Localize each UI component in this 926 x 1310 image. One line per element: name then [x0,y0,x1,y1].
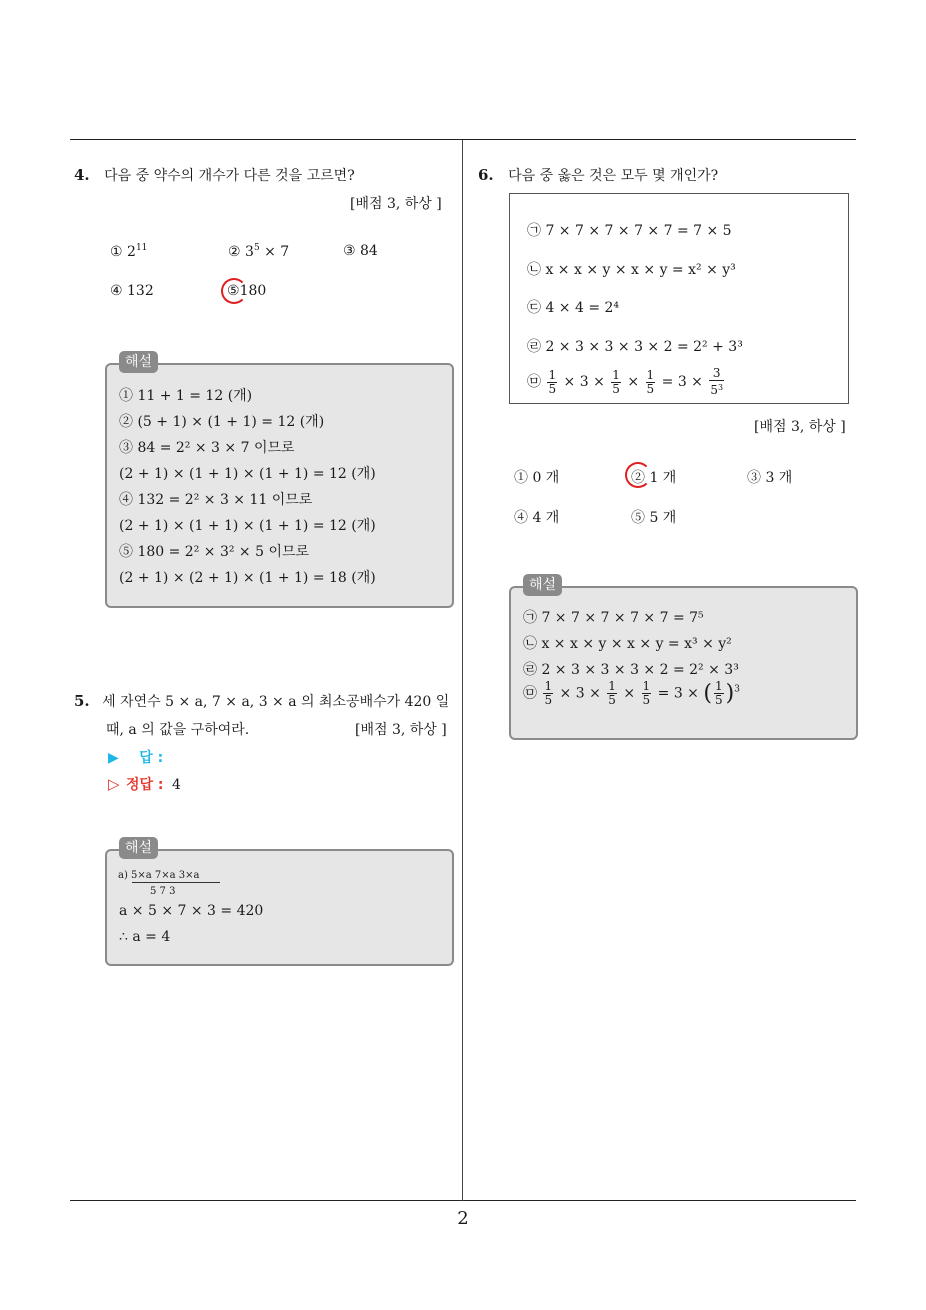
solution-line: a × 5 × 7 × 3 = 420 [119,903,264,919]
correct-value: 4 [171,777,181,793]
division-line [132,882,220,883]
question-number: 5. [74,692,90,710]
division-work: a) 5×a 7×a 3×a [118,870,200,881]
answer-row [108,747,163,767]
solution-line: ㉡ x × x × y × x × y = x³ × y² [523,636,732,652]
solution-line: ② (5 + 1) × (1 + 1) = 12 (개) [119,414,325,430]
solution-line: ③ 84 = 2² × 3 × 7 이므로 [119,440,295,456]
question-number: 6. [478,166,494,184]
points-label: [배점 3, 하상 ] [355,722,447,738]
choice-2[interactable]: ② 1 개 [631,470,677,486]
answer-label: 답 : [139,750,164,766]
bottom-rule [70,1200,856,1201]
top-rule [70,139,856,140]
solution-line: (2 + 1) × (1 + 1) × (1 + 1) = 12 (개) [119,466,376,482]
choice-2[interactable]: ② $3^5 \times 7$ [228,243,290,260]
statement: ㉠ 7 × 7 × 7 × 7 × 7 = 7 × 5 [527,223,732,239]
points-label: [배점 3, 하상 ] [754,419,846,435]
choice-3[interactable]: ③ 3 개 [747,470,793,486]
solution-tag: 해설 [523,574,562,596]
question-number: 4. [74,166,90,184]
solution-line: ㉠ 7 × 7 × 7 × 7 × 7 = 7⁵ [523,610,704,626]
correct-answer-row [108,774,181,794]
statement: ㉣ 2 × 3 × 3 × 3 × 2 = 2² + 3³ [527,339,743,355]
solution-tag: 해설 [119,351,158,373]
statement: ㉢ 4 × 4 = 2⁴ [527,300,620,316]
solution-line: ∴ a = 4 [119,929,171,945]
solution-line: ① 11 + 1 = 12 (개) [119,388,253,404]
solution-tag: 해설 [119,837,158,859]
choice-4[interactable]: ④ 132 [110,283,154,299]
question-5-header [74,691,449,711]
choice-4[interactable]: ④ 4 개 [514,510,560,526]
question-4-header [74,165,355,185]
solution-line: ㉣ 2 × 3 × 3 × 3 × 2 = 2² × 3³ [523,662,739,678]
solution-line: (2 + 1) × (1 + 1) × (1 + 1) = 12 (개) [119,518,376,534]
triangle-outline-icon: ▷ [108,775,120,793]
choice-5[interactable]: ⑤ 5 개 [631,510,677,526]
column-divider [462,140,463,1201]
statement: ㉡ x × x × y × x × y = x² × y³ [527,262,736,278]
choice-1[interactable]: ① 0 개 [514,470,560,486]
choice-3[interactable]: ③ 84 [343,243,378,259]
play-icon: ▶ [108,750,119,766]
division-work-result: 5 7 3 [150,886,176,897]
points-label: [배점 3, 하상 ] [350,196,442,212]
choice-1[interactable]: ① $2^{11}$ [110,243,148,260]
selected-answer-mark [221,278,247,304]
statement-5: ㉤ $\frac{1}{5}$ × 3 × $\frac{1}{5}$ × $\frac{1}{5}$ = 3 × $\frac{3}{5^3}$ [527,366,724,397]
question-text-cont: 때, a 의 값을 구하여라. [106,722,250,738]
correct-label: 정답 : [126,777,164,793]
solution-line: (2 + 1) × (2 + 1) × (1 + 1) = 18 (개) [119,570,376,586]
solution-line: ⑤ 180 = 2² × 3² × 5 이므로 [119,544,310,560]
question-text: 세 자연수 5 × a, 7 × a, 3 × a 의 최소공배수가 420 일 [102,694,450,710]
question-6-header [478,165,718,185]
selected-answer-mark [625,462,651,488]
solution-line-5: ㉤ $\frac{1}{5}$ × 3 × $\frac{1}{5}$ × $\frac{1}{5}$ = 3 × ( $\frac{1}{5}$ )$^3$ [523,679,740,707]
solution-line: ④ 132 = 2² × 3 × 11 이므로 [119,492,313,508]
question-text: 다음 중 약수의 개수가 다른 것을 고르면? [104,168,355,184]
page-number: 2 [457,1208,469,1229]
choice-5[interactable]: ⑤180 [227,283,267,299]
question-text: 다음 중 옳은 것은 모두 몇 개인가? [508,168,719,184]
